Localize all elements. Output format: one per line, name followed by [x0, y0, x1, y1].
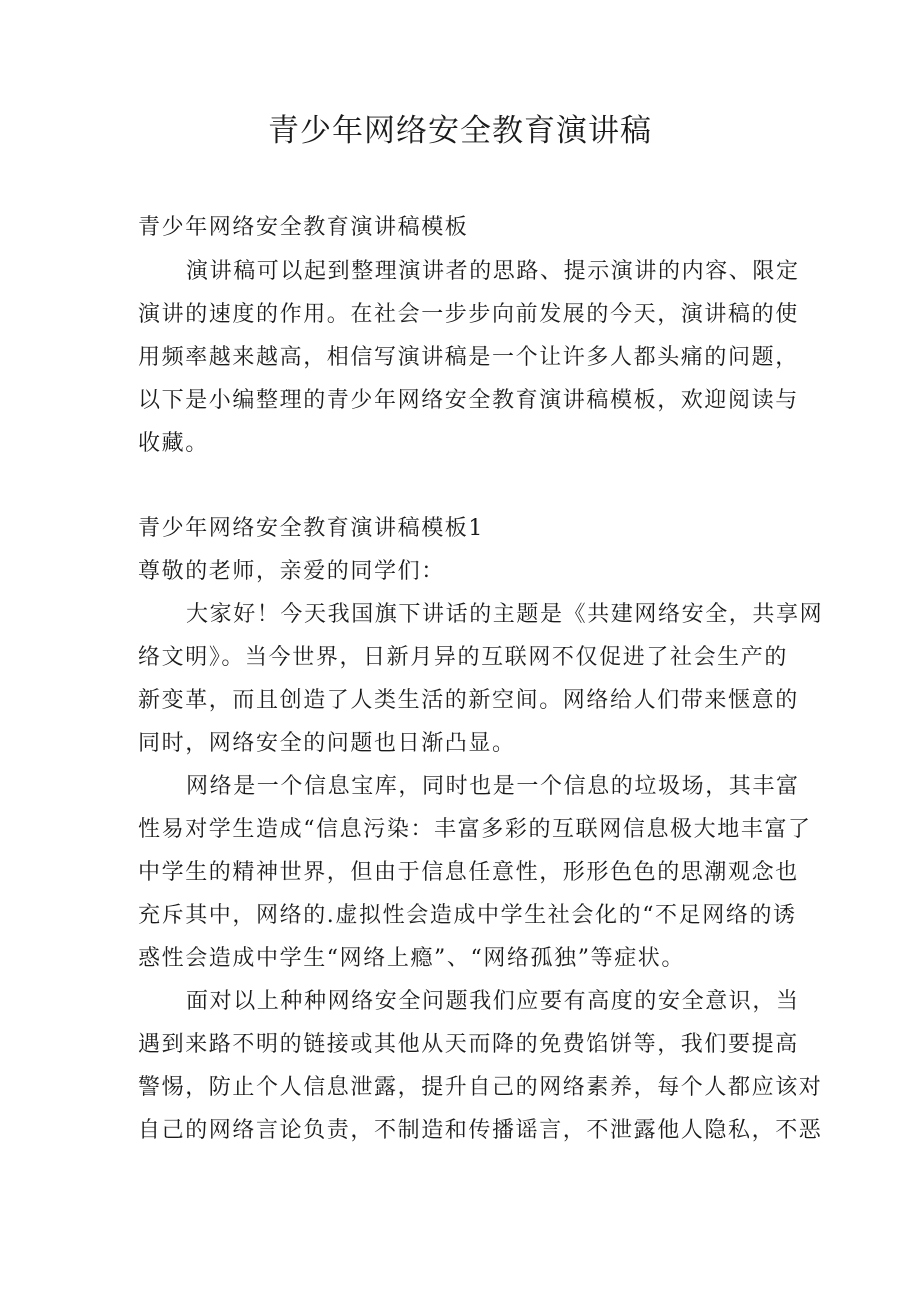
paragraph-line: 同时，网络安全的问题也日渐凸显。	[138, 731, 516, 756]
paragraph-line: 惑性会造成中学生“网络上瘾”、“网络孤独”等症状。	[138, 946, 685, 971]
intro-line: 用频率越来越高，相信写演讲稿是一个让许多人都头痛的问题，	[138, 345, 799, 370]
paragraph-line: 面对以上种种网络安全问题我们应要有高度的安全意识，当	[186, 989, 800, 1014]
intro-line: 以下是小编整理的青少年网络安全教育演讲稿模板，欢迎阅读与	[138, 388, 799, 413]
intro-heading: 青少年网络安全教育演讲稿模板	[138, 215, 469, 240]
document-title: 青少年网络安全教育演讲稿	[268, 113, 652, 149]
paragraph-line: 新变革，而且创造了人类生活的新空间。网络给人们带来惬意的	[138, 688, 799, 713]
paragraph-line: 网络是一个信息宝库，同时也是一个信息的垃圾场，其丰富	[186, 774, 800, 799]
paragraph-line: 充斥其中，网络的.虚拟性会造成中学生社会化的“不足网络的诱	[138, 903, 797, 928]
paragraph-line: 中学生的精神世界，但由于信息任意性，形形色色的思潮观念也	[138, 860, 799, 885]
section-heading: 青少年网络安全教育演讲稿模板1	[138, 516, 484, 541]
intro-line: 演讲稿可以起到整理演讲者的思路、提示演讲的内容、限定	[186, 259, 800, 284]
paragraph-line: 自己的网络言论负责，不制造和传播谣言，不泄露他人隐私，不恶	[138, 1118, 823, 1143]
salutation: 尊敬的老师，亲爱的同学们：	[138, 559, 445, 584]
paragraph-line: 性易对学生造成“信息污染：丰富多彩的互联网信息极大地丰富了	[138, 817, 812, 842]
paragraph-line: 警惕，防止个人信息泄露，提升自己的网络素养，每个人都应该对	[138, 1075, 823, 1100]
paragraph-line: 络文明》。当今世界，日新月异的互联网不仅促进了社会生产的	[138, 645, 788, 670]
paragraph-line: 遇到来路不明的链接或其他从天而降的免费馅饼等，我们要提高	[138, 1032, 799, 1057]
intro-line: 收藏。	[138, 431, 209, 456]
paragraph-line: 大家好！今天我国旗下讲话的主题是《共建网络安全，共享网	[186, 602, 824, 627]
intro-line: 演讲的速度的作用。在社会一步步向前发展的今天，演讲稿的使	[138, 302, 799, 327]
